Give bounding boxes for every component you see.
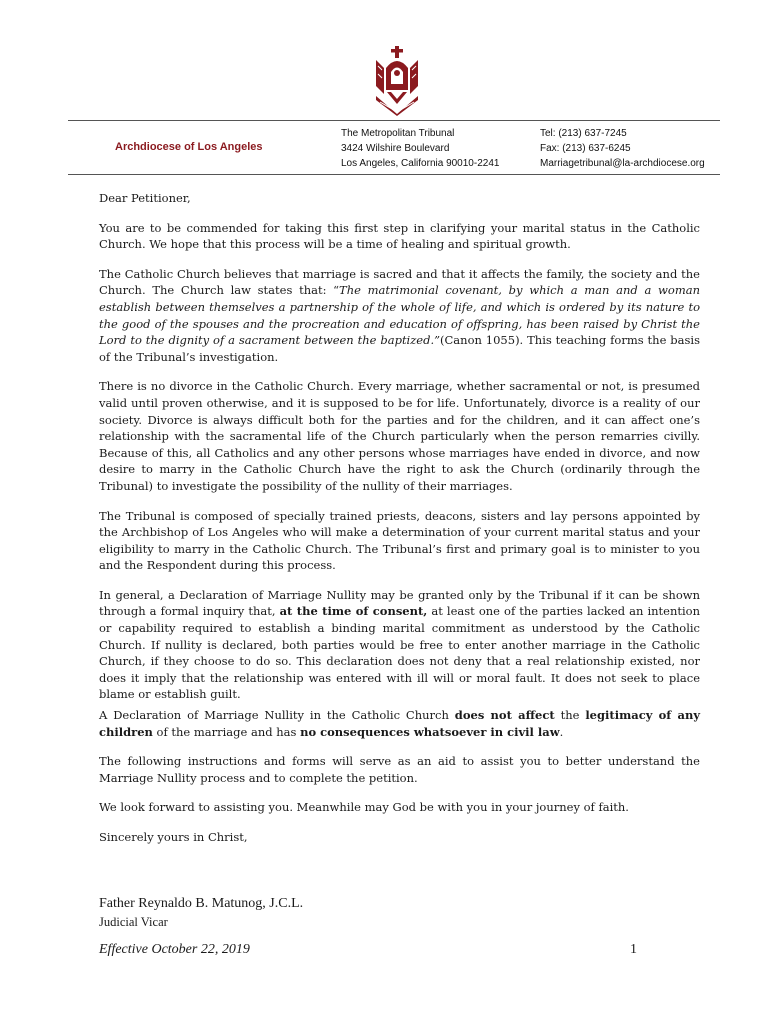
effects-emphasis: no consequences whatsoever in civil law: [300, 724, 560, 739]
header-bottom-rule: [68, 174, 720, 175]
header-top-rule: [68, 120, 720, 121]
tribunal-address: [341, 126, 499, 171]
church-cross-logo-icon: [372, 46, 422, 116]
effects-text: A Declaration of Marriage Nullity in the Catholic Church: [99, 708, 455, 723]
nullity-text: at least one of the parties lacked an intention or capability required to establish a binding marital commitment as understood by the Catholic Church. If nullity is declared, both parties would be free to enter another marriage in the Catholic Church, if they choose to do so. This declaration does not deny that a real relationship existed, nor does it imply that the relationship was entered with ill will or moral fault. It does not seek to place blame or establish guilt.: [99, 604, 700, 702]
paragraph-tribunal: The Tribunal is composed of specially trained priests, deacons, sisters and lay persons appointed by the Archbishop of Los Angeles who will make a determination of your current marital status and your eligibility to marry in the Catholic Church. The Tribunal’s first and primary goal is to minister to you and the Respondent during this process.: [99, 508, 700, 573]
address-line: The Metropolitan Tribunal: [341, 128, 455, 139]
paragraph-nullity: [99, 587, 700, 703]
effects-text: .: [559, 724, 564, 739]
canon-quote: The matrimonial covenant, by which a man and a woman establish between themselves a partnership of the whole of life, and which is ordered by its nature to the good of the spouses and the procreation and education of offspring, has been raised by Christ the Lord to the dignity of a sacrament between the baptized.”: [99, 283, 700, 348]
fax-line: Fax: (213) 637-6245: [540, 143, 631, 154]
nullity-emphasis: at the time of consent,: [279, 604, 428, 619]
address-line: Los Angeles, California 90010-2241: [341, 158, 500, 169]
salutation: Dear Petitioner,: [99, 191, 191, 205]
paragraph-canon: [99, 266, 700, 366]
phone-line: Tel: (213) 637-7245: [540, 128, 627, 139]
address-line: 3424 Wilshire Boulevard: [341, 143, 450, 154]
effective-date: Effective October 22, 2019: [99, 942, 250, 957]
tribunal-contact: [540, 126, 705, 171]
canon-reference: (Canon 1055). This teaching forms the basis of the Tribunal’s investigation.: [99, 333, 700, 364]
org-name: Archdiocese of Los Angeles: [115, 141, 263, 153]
paragraph-divorce: There is no divorce in the Catholic Church. Every marriage, whether sacramental or not, is presumed valid until proven otherwise, and it is supposed to be for life. Unfortunately, divorce is a reality of our society. Divorce is always difficult both for the parties and for the children, and it can affect one’s relationship with the sacramental life of the Church particularly when the person remarries civilly. Because of this, all Catholics and any other persons whose marriages have ended in divorce, and now desire to marry in the Catholic Church have the right to ask the Church (ordinarily through the Tribunal) to investigate the possibility of the nullity of their marriages.: [99, 379, 700, 493]
signatory-name: Father Reynaldo B. Matunog, J.C.L.: [99, 896, 304, 911]
paragraph-instructions: The following instructions and forms will serve as an aid to assist you to better understand the Marriage Nullity process and to complete the petition.: [99, 754, 700, 785]
canon-intro: The Catholic Church believes that marriage is sacred and that it affects the family, the society and the Church. The Church law states that: “: [99, 266, 700, 298]
paragraph-effects: [99, 707, 700, 740]
email-line: Marriagetribunal@la-archdiocese.org: [540, 158, 705, 169]
effects-emphasis: does not affect: [454, 708, 555, 723]
letter-body: [99, 190, 700, 859]
nullity-text: In general, a Declaration of Marriage Nullity may be granted only by the Tribunal if it can be shown through a formal inquiry that,: [99, 587, 700, 619]
closing: Sincerely yours in Christ,: [99, 830, 248, 844]
signatory-title: Judicial Vicar: [99, 915, 168, 929]
paragraph-intro: You are to be commended for taking this first step in clarifying your marital status in the Catholic Church. We hope that this process will be a time of healing and spiritual growth.: [99, 220, 700, 252]
page-number: 1: [630, 942, 637, 957]
effects-emphasis: legitimacy of any children: [99, 708, 700, 739]
effects-text: of the marriage and has: [152, 724, 301, 739]
paragraph-blessing: We look forward to assisting you. Meanwhile may God be with you in your journey of faith.: [99, 800, 629, 815]
effects-text: the: [554, 708, 586, 723]
